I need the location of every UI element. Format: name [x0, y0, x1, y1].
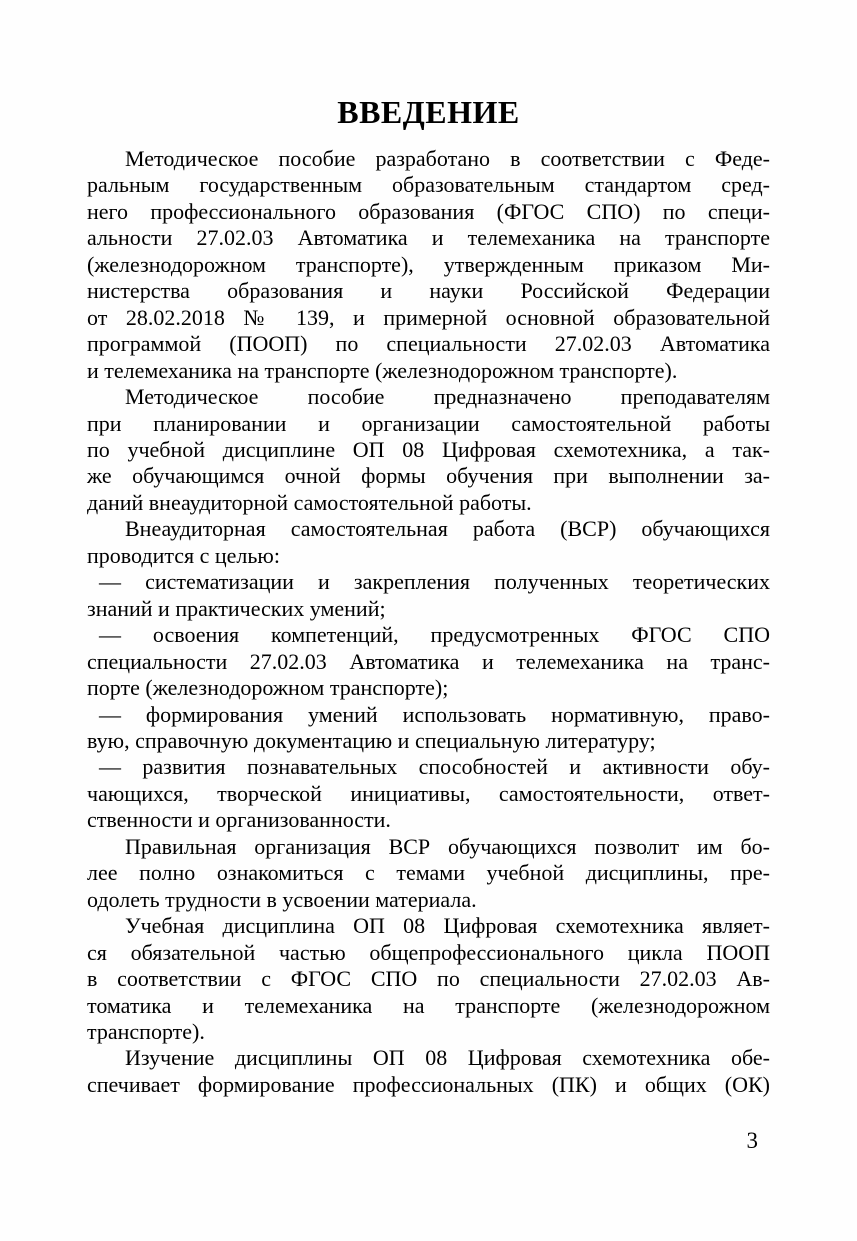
text-line: специальности 27.02.03 Автоматика и телемеханика на транс- [87, 648, 770, 674]
paragraph [87, 146, 770, 384]
text-line: даний внеаудиторной самостоятельной работы. [87, 489, 532, 515]
bullet-paragraph [87, 754, 770, 833]
text-line: — развития познавательных способностей и активности обу- [99, 754, 770, 780]
paragraph [87, 516, 770, 569]
text-line: (железнодорожном транспорте), утвержденным приказом Ми- [87, 251, 770, 277]
text-line: Методическое пособие предназначено преподавателям [125, 384, 770, 410]
text-line: — освоения компетенций, предусмотренных ФГОС СПО [99, 622, 770, 648]
paragraph [87, 834, 770, 913]
text-line: ственности и организованности. [87, 807, 391, 833]
text-line: по учебной дисциплине ОП 08 Цифровая схемотехника, а так- [87, 436, 770, 462]
text-line: проводится с целью: [87, 542, 280, 568]
text-line: порте (железнодорожном транспорте); [87, 675, 449, 701]
text-line: от 28.02.2018 № 139, и примерной основной образовательной [87, 304, 770, 330]
text-line: — формирования умений использовать нормативную, право- [99, 701, 770, 727]
text-line: знаний и практических умений; [87, 595, 386, 621]
text-line: альности 27.02.03 Автоматика и телемеханика на транспорте [87, 225, 770, 251]
text-line: него профессионального образования (ФГОС СПО) по специ- [87, 198, 770, 224]
paragraph [87, 384, 770, 516]
page-number: 3 [746, 1128, 758, 1153]
document-body [87, 146, 770, 1098]
text-line: программой (ПООП) по специальности 27.02.03 Автоматика [87, 331, 770, 357]
text-line: ральным государственным образовательным стандартом сред- [87, 172, 770, 198]
text-line: — систематизации и закрепления полученных теоретических [99, 569, 770, 595]
text-line: Методическое пособие разработано в соответствии с Феде- [125, 146, 770, 171]
text-line: вую, справочную документацию и специальную литературу; [87, 727, 656, 753]
text-line: при планировании и организации самостоятельной работы [87, 410, 770, 436]
text-line: томатика и телемеханика на транспорте (железнодорожном [87, 992, 770, 1018]
text-line: же обучающимся очной формы обучения при выполнении за- [87, 463, 770, 489]
text-line: Учебная дисциплина ОП 08 Цифровая схемотехника являет- [125, 913, 770, 939]
text-line: лее полно ознакомиться с темами учебной дисциплины, пре- [87, 860, 770, 886]
text-line: чающихся, творческой инициативы, самостоятельности, ответ- [87, 780, 770, 806]
bullet-paragraph [87, 622, 770, 701]
text-line: в соответствии с ФГОС СПО по специальности 27.02.03 Ав- [87, 966, 770, 992]
text-line: и телемеханика на транспорте (железнодорожном транспорте). [87, 357, 678, 383]
text-line: спечивает формирование профессиональных (ПК) и общих (ОК) [87, 1071, 770, 1097]
page-title: ВВЕДЕНИЕ [337, 94, 520, 130]
text-line: транспорте). [87, 1018, 205, 1044]
text-line: Изучение дисциплины ОП 08 Цифровая схемотехника обе- [125, 1045, 770, 1071]
text-line: Правильная организация ВСР обучающихся позволит им бо- [125, 833, 770, 859]
paragraph [87, 913, 770, 1045]
text-line: Внеаудиторная самостоятельная работа (ВСР) обучающихся [125, 516, 770, 542]
bullet-paragraph [87, 569, 770, 622]
paragraph [87, 1045, 770, 1098]
text-line: одолеть трудности в усвоении материала. [87, 886, 477, 912]
text-line: нистерства образования и науки Российской Федерации [87, 278, 770, 304]
bullet-paragraph [87, 702, 770, 755]
text-line: ся обязательной частью общепрофессионального цикла ПООП [87, 939, 770, 965]
